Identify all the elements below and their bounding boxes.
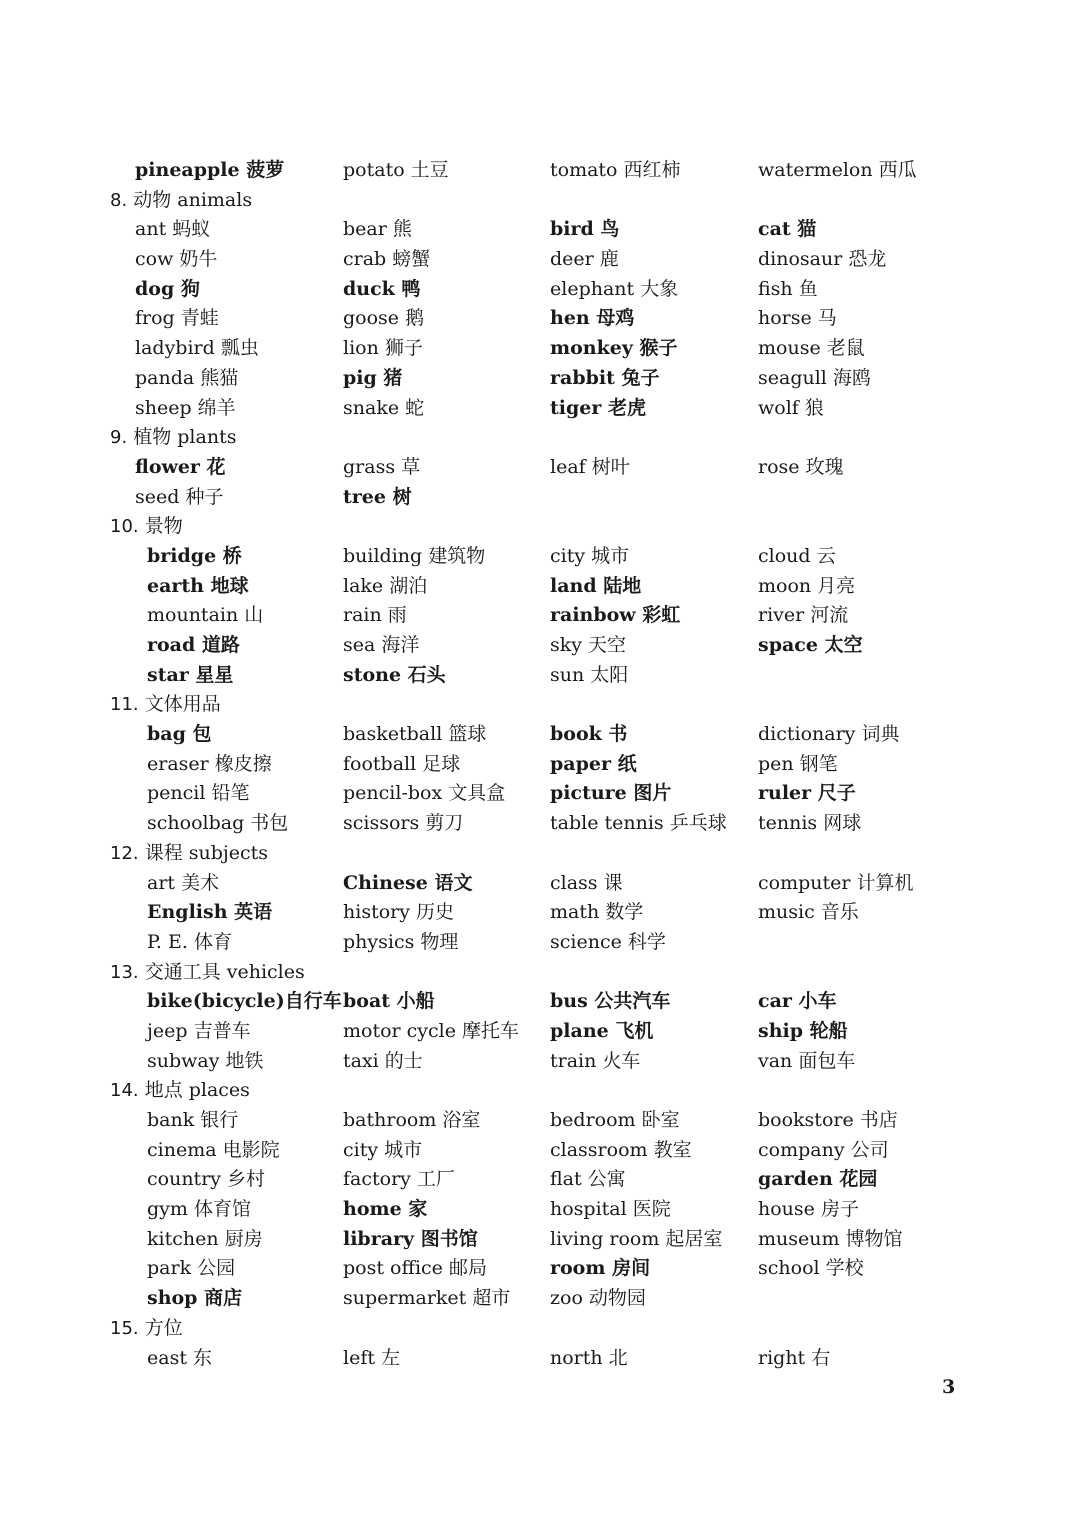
vocab-row xyxy=(0,661,1080,691)
vocab-entry: city 城市 xyxy=(343,1138,423,1161)
vocab-entry: kitchen 厨房 xyxy=(147,1227,263,1250)
vocab-entry: picture 图片 xyxy=(550,782,672,805)
vocab-entry: goose 鹅 xyxy=(343,307,425,330)
vocab-row xyxy=(0,720,1080,750)
vocab-entry: bird 鸟 xyxy=(550,218,620,241)
vocab-entry: ladybird 瓢虫 xyxy=(135,337,259,360)
vocab-entry: living room 起居室 xyxy=(550,1227,723,1250)
vocab-entry: crab 螃蟹 xyxy=(343,248,431,271)
section-heading xyxy=(110,958,305,988)
section-heading-row xyxy=(0,1076,1080,1106)
vocab-entry: ruler 尺子 xyxy=(758,782,856,805)
vocab-entry: scissors 剪刀 xyxy=(343,812,464,835)
vocab-row xyxy=(0,215,1080,245)
section-title: 植物 plants xyxy=(133,426,237,449)
vocab-row xyxy=(0,1344,1080,1374)
vocab-row xyxy=(0,869,1080,899)
vocab-entry: zoo 动物园 xyxy=(550,1287,646,1310)
vocab-entry: snake 蛇 xyxy=(343,396,425,419)
vocab-entry: physics 物理 xyxy=(343,930,459,953)
vocab-entry: watermelon 西瓜 xyxy=(758,159,917,181)
vocab-entry: sea 海洋 xyxy=(343,634,420,656)
vocab-entry: jeep 吉普车 xyxy=(147,1019,251,1042)
section-number: 15. xyxy=(110,1317,139,1339)
vocab-entry: van 面包车 xyxy=(758,1049,856,1072)
vocab-entry: potato 土豆 xyxy=(343,159,449,181)
vocab-entry: monkey 猴子 xyxy=(550,337,678,360)
section-heading xyxy=(110,1314,183,1344)
vocab-entry: English 英语 xyxy=(147,901,273,924)
vocab-entry: gym 体育馆 xyxy=(147,1198,251,1221)
vocabulary-list xyxy=(0,156,1080,1373)
vocab-entry: train 火车 xyxy=(550,1049,641,1072)
vocab-row xyxy=(0,1017,1080,1047)
section-title: 地点 places xyxy=(144,1079,250,1102)
vocab-entry: bear 熊 xyxy=(343,218,412,241)
section-heading-row xyxy=(0,512,1080,542)
section-number: 9. xyxy=(110,427,128,449)
vocab-entry: company 公司 xyxy=(758,1138,889,1161)
vocab-entry: bike(bicycle)自行车 xyxy=(147,990,342,1013)
vocab-entry: city 城市 xyxy=(550,544,630,567)
vocab-entry: eraser 橡皮擦 xyxy=(147,752,272,775)
section-heading xyxy=(110,839,268,869)
vocab-row xyxy=(0,394,1080,424)
vocab-entry: ship 轮船 xyxy=(758,1019,848,1042)
vocab-entry: cow 奶牛 xyxy=(135,248,218,271)
vocab-entry: art 美术 xyxy=(147,871,220,894)
vocab-entry: library 图书馆 xyxy=(343,1227,478,1250)
vocab-entry: ant 蚂蚁 xyxy=(135,218,211,241)
vocab-entry: panda 熊猫 xyxy=(135,366,239,389)
vocab-entry: hospital 医院 xyxy=(550,1198,671,1221)
vocab-entry: pineapple 菠萝 xyxy=(135,159,285,181)
vocab-entry: bus 公共汽车 xyxy=(550,990,671,1013)
vocab-entry: dog 狗 xyxy=(135,277,200,300)
vocab-entry: dinosaur 恐龙 xyxy=(758,248,887,271)
vocab-entry: fish 鱼 xyxy=(758,277,818,300)
vocab-entry: home 家 xyxy=(343,1198,428,1221)
vocab-entry: table tennis 乒乓球 xyxy=(550,812,727,835)
section-title: 课程 subjects xyxy=(144,841,269,864)
section-heading xyxy=(110,512,183,542)
vocab-entry: bathroom 浴室 xyxy=(343,1109,481,1131)
vocab-entry: cat 猫 xyxy=(758,218,817,241)
vocab-entry: basketball 篮球 xyxy=(343,723,487,746)
vocab-entry: computer 计算机 xyxy=(758,871,914,894)
vocab-row xyxy=(0,1195,1080,1225)
vocab-entry: earth 地球 xyxy=(147,574,249,597)
vocab-row xyxy=(0,1225,1080,1255)
vocab-row xyxy=(0,779,1080,809)
vocab-entry: elephant 大象 xyxy=(550,277,679,300)
section-title: 景物 xyxy=(144,515,183,538)
vocab-entry: classroom 教室 xyxy=(550,1138,692,1161)
vocab-entry: history 历史 xyxy=(343,901,454,924)
section-heading xyxy=(110,423,236,453)
vocab-entry: rain 雨 xyxy=(343,604,407,627)
section-title: 交通工具 vehicles xyxy=(144,960,305,983)
vocab-entry: deer 鹿 xyxy=(550,248,619,271)
vocab-row xyxy=(0,364,1080,394)
vocab-entry: tennis 网球 xyxy=(758,812,862,835)
section-heading-row xyxy=(0,186,1080,216)
vocab-entry: stone 石头 xyxy=(343,663,446,686)
vocab-row xyxy=(0,245,1080,275)
vocab-entry: house 房子 xyxy=(758,1198,859,1221)
vocab-entry: boat 小船 xyxy=(343,990,435,1013)
vocab-entry: land 陆地 xyxy=(550,574,642,597)
vocab-entry: frog 青蛙 xyxy=(135,307,219,330)
vocab-entry: shop 商店 xyxy=(147,1287,243,1310)
vocab-entry: P. E. 体育 xyxy=(147,930,232,953)
vocab-entry: lake 湖泊 xyxy=(343,574,428,597)
vocab-entry: seed 种子 xyxy=(135,485,224,508)
vocab-row xyxy=(0,304,1080,334)
vocab-row xyxy=(0,1047,1080,1077)
vocab-entry: grass 草 xyxy=(343,455,421,478)
vocab-entry: pen 钢笔 xyxy=(758,752,838,775)
section-number: 13. xyxy=(110,961,139,983)
vocab-entry: flower 花 xyxy=(135,455,226,478)
vocab-entry: bank 银行 xyxy=(147,1109,239,1131)
vocab-row xyxy=(0,483,1080,513)
vocab-entry: tiger 老虎 xyxy=(550,396,646,419)
vocab-entry: hen 母鸡 xyxy=(550,307,635,330)
vocab-row xyxy=(0,1165,1080,1195)
vocab-entry: wolf 狼 xyxy=(758,396,824,419)
section-number: 11. xyxy=(110,694,139,716)
vocab-entry: science 科学 xyxy=(550,930,666,953)
vocab-row xyxy=(0,601,1080,631)
vocab-entry: park 公园 xyxy=(147,1257,236,1280)
vocab-entry: school 学校 xyxy=(758,1257,864,1280)
vocab-row xyxy=(0,334,1080,364)
section-title: 方位 xyxy=(144,1316,183,1339)
vocab-entry: plane 飞机 xyxy=(550,1019,654,1042)
vocab-entry: horse 马 xyxy=(758,307,837,330)
vocab-row xyxy=(0,1106,1080,1136)
vocab-entry: rainbow 彩虹 xyxy=(550,604,681,627)
vocab-entry: river 河流 xyxy=(758,604,849,627)
section-heading-row xyxy=(0,423,1080,453)
vocab-row xyxy=(0,987,1080,1017)
page-number: 3 xyxy=(942,1376,956,1398)
vocab-row xyxy=(0,928,1080,958)
vocab-row xyxy=(0,453,1080,483)
vocab-entry: rose 玫瑰 xyxy=(758,455,844,478)
vocab-entry: motor cycle 摩托车 xyxy=(343,1019,520,1042)
vocab-row xyxy=(0,542,1080,572)
vocab-entry: subway 地铁 xyxy=(147,1049,264,1072)
section-number: 8. xyxy=(110,189,128,211)
vocab-entry: math 数学 xyxy=(550,901,644,924)
vocab-row xyxy=(0,275,1080,305)
vocab-entry: pencil-box 文具盒 xyxy=(343,782,506,805)
vocab-entry: right 右 xyxy=(758,1346,831,1369)
vocab-entry: schoolbag 书包 xyxy=(147,812,289,835)
vocab-row xyxy=(0,572,1080,602)
vocab-entry: east 东 xyxy=(147,1346,212,1369)
vocab-entry: mouse 老鼠 xyxy=(758,337,865,360)
vocab-entry: moon 月亮 xyxy=(758,574,856,597)
vocab-entry: bookstore 书店 xyxy=(758,1109,898,1131)
vocab-entry: left 左 xyxy=(343,1346,401,1369)
vocab-entry: football 足球 xyxy=(343,752,461,775)
vocab-entry: seagull 海鸥 xyxy=(758,366,871,389)
vocab-entry: cloud 云 xyxy=(758,544,836,567)
vocab-entry: sun 太阳 xyxy=(550,663,629,686)
vocab-row xyxy=(0,156,1080,186)
vocab-entry: rabbit 兔子 xyxy=(550,366,660,389)
vocab-entry: pencil 铅笔 xyxy=(147,782,250,805)
vocab-entry: duck 鸭 xyxy=(343,277,421,300)
section-heading-row xyxy=(0,690,1080,720)
vocab-entry: room 房间 xyxy=(550,1257,651,1280)
vocab-entry: flat 公寓 xyxy=(550,1168,626,1191)
vocab-entry: cinema 电影院 xyxy=(147,1138,280,1161)
vocab-row xyxy=(0,631,1080,661)
vocab-row xyxy=(0,898,1080,928)
section-heading xyxy=(110,1076,250,1106)
section-title: 动物 animals xyxy=(133,188,253,211)
vocab-entry: lion 狮子 xyxy=(343,337,423,360)
vocab-entry: country 乡村 xyxy=(147,1168,266,1191)
vocab-entry: road 道路 xyxy=(147,634,240,656)
vocab-entry: music 音乐 xyxy=(758,901,859,924)
vocab-entry: sheep 绵羊 xyxy=(135,396,236,419)
vocab-entry: paper 纸 xyxy=(550,752,637,775)
vocab-entry: supermarket 超市 xyxy=(343,1287,511,1310)
vocab-row xyxy=(0,809,1080,839)
section-number: 10. xyxy=(110,516,139,538)
vocab-entry: tree 树 xyxy=(343,485,412,508)
section-heading-row xyxy=(0,1314,1080,1344)
vocab-row xyxy=(0,750,1080,780)
vocab-entry: garden 花园 xyxy=(758,1168,878,1191)
vocab-entry: north 北 xyxy=(550,1346,628,1369)
section-heading-row xyxy=(0,958,1080,988)
vocab-entry: sky 天空 xyxy=(550,634,627,656)
vocab-entry: mountain 山 xyxy=(147,604,264,627)
vocab-entry: car 小车 xyxy=(758,990,837,1013)
vocab-entry: leaf 树叶 xyxy=(550,455,630,478)
section-heading-row xyxy=(0,839,1080,869)
vocab-entry: dictionary 词典 xyxy=(758,723,900,746)
vocab-row xyxy=(0,1284,1080,1314)
vocab-entry: factory 工厂 xyxy=(343,1168,455,1191)
vocab-entry: space 太空 xyxy=(758,634,863,656)
vocab-entry: bag 包 xyxy=(147,723,212,746)
vocab-entry: pig 猪 xyxy=(343,366,403,389)
vocab-entry: class 课 xyxy=(550,871,623,894)
vocab-entry: taxi 的士 xyxy=(343,1049,423,1072)
vocab-entry: post office 邮局 xyxy=(343,1257,487,1280)
vocab-row xyxy=(0,1136,1080,1166)
section-title: 文体用品 xyxy=(144,693,221,716)
vocab-entry: Chinese 语文 xyxy=(343,871,473,894)
section-heading xyxy=(110,690,221,720)
vocab-row xyxy=(0,1254,1080,1284)
vocab-entry: bedroom 卧室 xyxy=(550,1109,680,1131)
vocab-entry: book 书 xyxy=(550,723,628,746)
vocab-entry: building 建筑物 xyxy=(343,544,486,567)
vocab-entry: bridge 桥 xyxy=(147,544,242,567)
vocab-entry: museum 博物馆 xyxy=(758,1227,903,1250)
vocab-entry: star 星星 xyxy=(147,663,234,686)
section-number: 14. xyxy=(110,1080,139,1102)
section-number: 12. xyxy=(110,842,139,864)
section-heading xyxy=(110,186,252,216)
vocab-entry: tomato 西红柿 xyxy=(550,159,681,181)
